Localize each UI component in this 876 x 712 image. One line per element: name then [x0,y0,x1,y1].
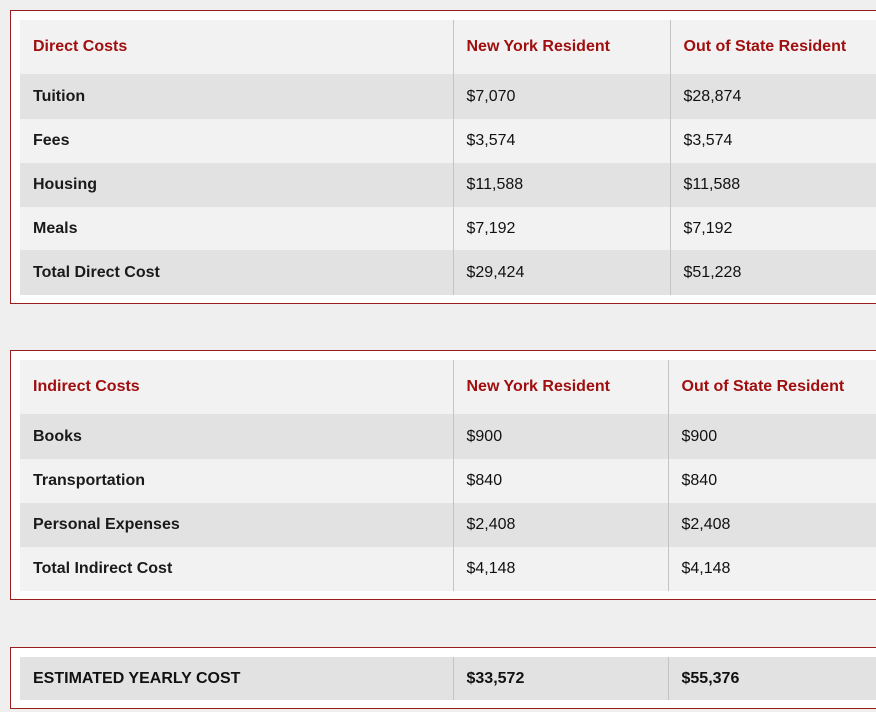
direct-costs-panel [10,10,876,304]
out-of-state-resident-heading: Out of State Resident [670,20,876,74]
row-label: Total Indirect Cost [20,547,453,591]
out-of-state-value: $840 [668,459,876,503]
new-york-value: $29,424 [453,250,670,295]
row-label: Housing [20,163,453,207]
out-of-state-value: $28,874 [670,74,876,119]
row-label: Tuition [20,74,453,119]
table-row [20,207,876,250]
out-of-state-value: $4,148 [668,547,876,591]
row-label: Transportation [20,459,453,503]
new-york-value: $11,588 [453,163,670,207]
out-of-state-value: $51,228 [670,250,876,295]
table-row [20,163,876,207]
new-york-value: $3,574 [453,119,670,163]
out-of-state-value: $55,376 [668,657,876,700]
row-label: Books [20,414,453,459]
new-york-resident-heading: New York Resident [453,20,670,74]
out-of-state-value: $7,192 [670,207,876,250]
new-york-value: $7,070 [453,74,670,119]
new-york-value: $840 [453,459,668,503]
direct-costs-heading: Direct Costs [20,20,453,74]
indirect-costs-panel [10,350,876,600]
new-york-value: $4,148 [453,547,668,591]
row-label: Total Direct Cost [20,250,453,295]
table-row [20,74,876,119]
table-row [20,414,876,459]
indirect-costs-table [20,360,876,591]
new-york-value: $2,408 [453,503,668,547]
out-of-state-value: $900 [668,414,876,459]
estimated-yearly-cost-row [20,657,876,700]
out-of-state-value: $11,588 [670,163,876,207]
new-york-resident-heading: New York Resident [453,360,668,414]
direct-costs-header-row [20,20,876,74]
new-york-value: $33,572 [453,657,668,700]
estimated-yearly-cost-label: ESTIMATED YEARLY COST [20,657,453,700]
direct-costs-table [20,20,876,295]
total-indirect-cost-row [20,547,876,591]
row-label: Meals [20,207,453,250]
estimated-yearly-cost-panel [10,647,876,709]
out-of-state-value: $2,408 [668,503,876,547]
row-label: Personal Expenses [20,503,453,547]
new-york-value: $900 [453,414,668,459]
total-direct-cost-row [20,250,876,295]
table-row [20,459,876,503]
table-row [20,503,876,547]
indirect-costs-heading: Indirect Costs [20,360,453,414]
out-of-state-value: $3,574 [670,119,876,163]
indirect-costs-header-row [20,360,876,414]
row-label: Fees [20,119,453,163]
estimated-yearly-cost-table [20,657,876,700]
new-york-value: $7,192 [453,207,670,250]
table-row [20,119,876,163]
out-of-state-resident-heading: Out of State Resident [668,360,876,414]
